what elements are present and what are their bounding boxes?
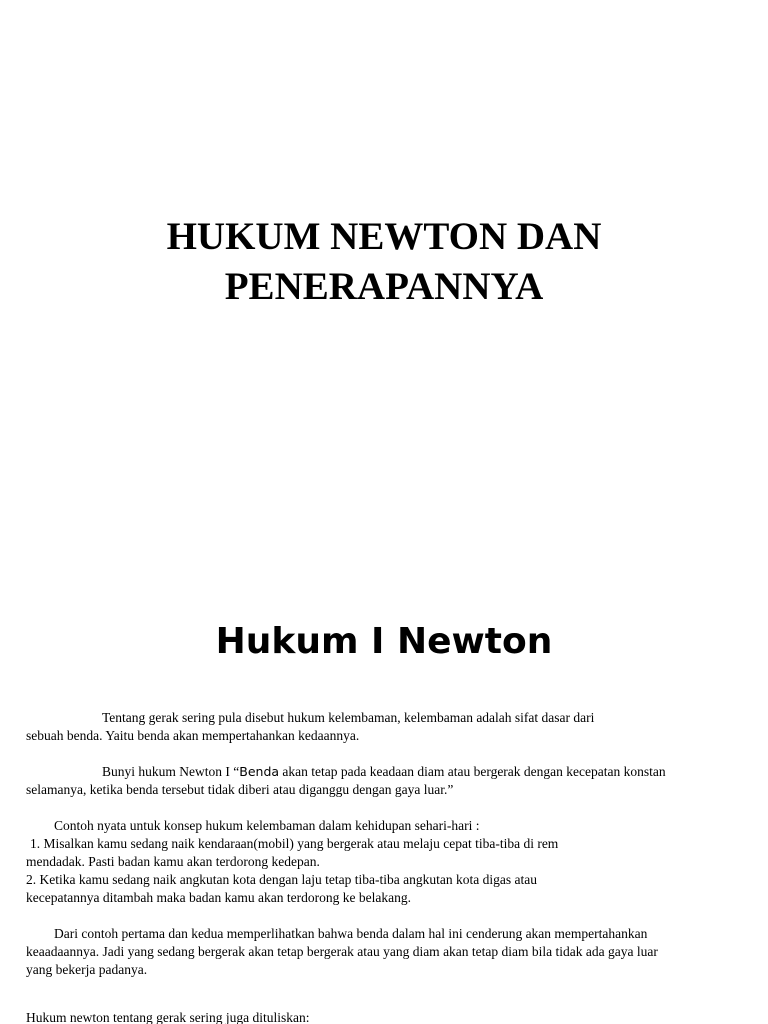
example-2-line-1: 2. Ketika kamu sedang naik angkutan kota dengan laju tetap tiba-tiba angkutan kota digas atau bbox=[26, 872, 537, 887]
newton-law-quote-rest: akan tetap pada keadaan diam atau bergerak dengan kecepatan konstan bbox=[279, 764, 666, 779]
paragraph-spacer bbox=[26, 799, 746, 817]
document-title-line-2: PENERAPANNYA bbox=[224, 265, 544, 308]
example-1-line-2: mendadak. Pasti badan kamu akan terdorong kedepan. bbox=[26, 854, 320, 869]
paragraph-2-line-2: selamanya, ketika benda tersebut tidak diberi atau diganggu dengan gaya luar.” bbox=[26, 782, 454, 797]
section-heading: Hukum I Newton bbox=[215, 621, 553, 662]
paragraph-5-line-1: Hukum newton tentang gerak sering juga dituliskan: bbox=[26, 1010, 310, 1024]
paragraph-4-line-1: Dari contoh pertama dan kedua memperlihatkan bahwa benda dalam hal ini cenderung akan mempertahankan bbox=[54, 926, 648, 941]
paragraph-spacer bbox=[26, 979, 746, 1009]
paragraph-spacer bbox=[26, 907, 746, 925]
paragraph-spacer bbox=[26, 745, 746, 763]
document-title bbox=[0, 212, 768, 312]
paragraph-2-line-1 bbox=[26, 763, 746, 781]
paragraph-4-line-2: keaadaannya. Jadi yang sedang bergerak akan tetap bergerak atau yang diam akan tetap diam bila tidak ada gaya luar bbox=[26, 944, 658, 959]
body-text bbox=[26, 709, 746, 1024]
example-2-line-2: kecepatannya ditambah maka badan kamu akan terdorong ke belakang. bbox=[26, 890, 411, 905]
document-title-line-1: HUKUM NEWTON DAN bbox=[166, 215, 602, 258]
paragraph-4-line-3: yang bekerja padanya. bbox=[26, 962, 148, 977]
newton-law-quote-prefix: Bunyi hukum Newton I “ bbox=[102, 764, 240, 779]
paragraph-1-line-2: sebuah benda. Yaitu benda akan mempertahankan kedaannya. bbox=[26, 728, 360, 743]
newton-law-quote-word: Benda bbox=[239, 764, 280, 779]
paragraph-1-line-1: Tentang gerak sering pula disebut hukum kelembaman, kelembaman adalah sifat dasar dari bbox=[102, 710, 595, 725]
paragraph-3-line-1: Contoh nyata untuk konsep hukum kelembaman dalam kehidupan sehari-hari : bbox=[54, 818, 480, 833]
example-1-line-1: 1. Misalkan kamu sedang naik kendaraan(mobil) yang bergerak atau melaju cepat tiba-tiba di rem bbox=[30, 836, 559, 851]
